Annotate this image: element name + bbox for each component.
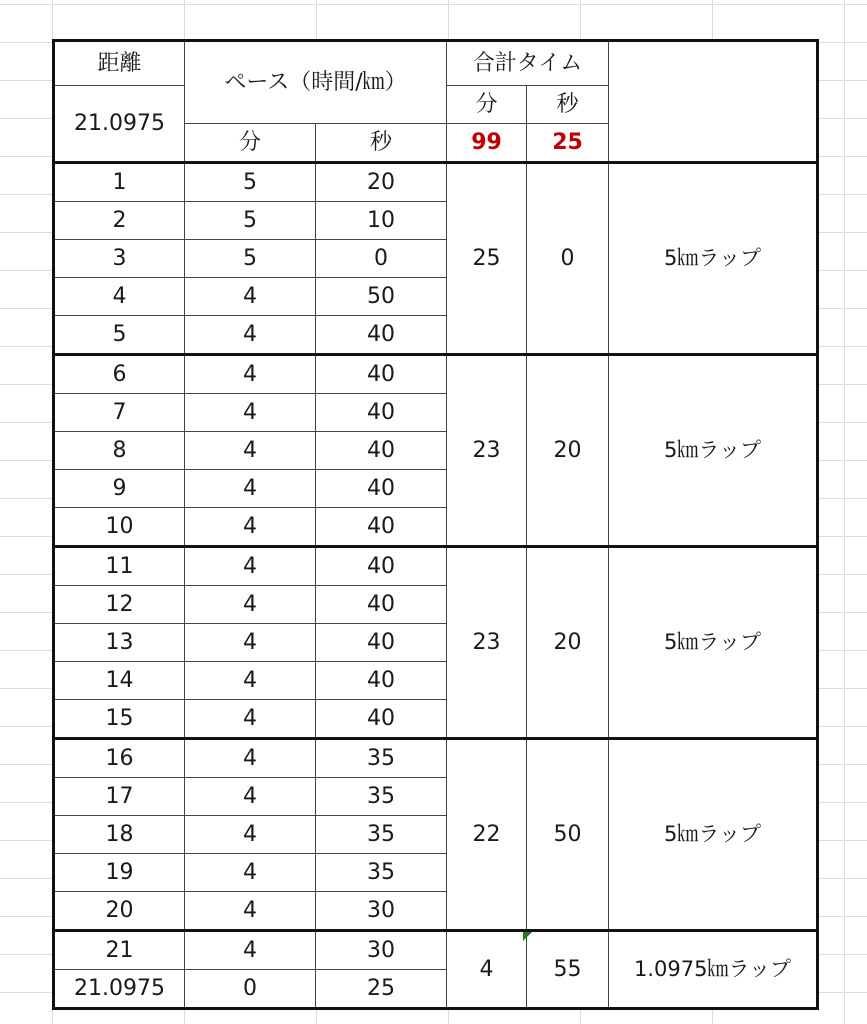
lap-label-cell[interactable]: 1.0975㎞ラップ [609,931,818,1009]
pace-min-cell[interactable]: 4 [185,662,316,700]
pace-min-cell[interactable]: 4 [185,739,316,778]
distance-cell[interactable]: 2 [54,202,185,240]
lap-sec-cell[interactable]: 55 [527,931,609,1009]
pace-sec-cell[interactable]: 20 [316,163,447,202]
pace-min-cell[interactable]: 5 [185,163,316,202]
distance-cell[interactable]: 12 [54,586,185,624]
table-row [54,931,818,970]
pace-sec-cell[interactable]: 35 [316,816,447,854]
pace-min-cell[interactable]: 4 [185,470,316,508]
table-row [54,355,818,394]
pace-min-cell[interactable]: 4 [185,778,316,816]
distance-cell[interactable]: 11 [54,547,185,586]
distance-cell[interactable]: 9 [54,470,185,508]
pace-min-cell[interactable]: 4 [185,854,316,892]
distance-cell[interactable]: 17 [54,778,185,816]
distance-cell[interactable]: 19 [54,854,185,892]
pace-min-cell[interactable]: 4 [185,586,316,624]
pace-sec-cell[interactable]: 40 [316,394,447,432]
pace-header-cell[interactable]: ペース（時間/㎞） [185,41,447,124]
distance-value-cell[interactable]: 21.0975 [54,86,185,163]
total-min-value-cell[interactable]: 99 [447,124,527,163]
distance-cell[interactable]: 10 [54,508,185,547]
pace-sec-cell[interactable]: 35 [316,739,447,778]
distance-cell[interactable]: 21.0975 [54,970,185,1009]
distance-cell[interactable]: 18 [54,816,185,854]
distance-cell[interactable]: 7 [54,394,185,432]
distance-cell[interactable]: 5 [54,316,185,355]
pace-min-cell[interactable]: 4 [185,355,316,394]
pace-min-cell[interactable]: 4 [185,394,316,432]
pace-sec-cell[interactable]: 35 [316,778,447,816]
lap-sec-cell[interactable]: 20 [527,355,609,547]
pace-min-cell[interactable]: 4 [185,432,316,470]
total-min-label-cell[interactable]: 分 [447,86,527,124]
distance-cell[interactable]: 14 [54,662,185,700]
lap-label-cell[interactable]: 5㎞ラップ [609,163,818,355]
pace-min-cell[interactable]: 4 [185,547,316,586]
pace-sec-cell[interactable]: 40 [316,700,447,739]
pace-min-cell[interactable]: 4 [185,700,316,739]
lap-min-cell[interactable]: 4 [447,931,527,1009]
pace-min-cell[interactable]: 4 [185,892,316,931]
pace-min-cell[interactable]: 4 [185,508,316,547]
lap-min-cell[interactable]: 23 [447,547,527,739]
pace-sec-cell[interactable]: 10 [316,202,447,240]
pace-sec-cell[interactable]: 40 [316,586,447,624]
pace-min-label-cell[interactable]: 分 [185,124,316,163]
pace-min-cell[interactable]: 4 [185,816,316,854]
distance-cell[interactable]: 20 [54,892,185,931]
distance-cell[interactable]: 6 [54,355,185,394]
pace-min-cell[interactable]: 0 [185,970,316,1009]
distance-cell[interactable]: 16 [54,739,185,778]
distance-cell[interactable]: 8 [54,432,185,470]
pace-sec-cell[interactable]: 40 [316,662,447,700]
pace-sec-cell[interactable]: 40 [316,355,447,394]
table-row [54,547,818,586]
lap-min-cell[interactable]: 22 [447,739,527,931]
total-sec-value-cell[interactable]: 25 [527,124,609,163]
lap-label-cell[interactable]: 5㎞ラップ [609,355,818,547]
pace-min-cell[interactable]: 4 [185,931,316,970]
total-sec-label-cell[interactable]: 秒 [527,86,609,124]
distance-cell[interactable]: 13 [54,624,185,662]
table-row [54,739,818,778]
distance-cell[interactable]: 21 [54,931,185,970]
distance-cell[interactable]: 15 [54,700,185,739]
pace-sec-cell[interactable]: 50 [316,278,447,316]
pace-sec-cell[interactable]: 25 [316,970,447,1009]
pace-sec-cell[interactable]: 40 [316,508,447,547]
lap-label-cell[interactable]: 5㎞ラップ [609,739,818,931]
pace-min-cell[interactable]: 4 [185,316,316,355]
distance-header-cell[interactable]: 距離 [54,41,185,86]
pace-table [52,39,819,1010]
pace-sec-cell[interactable]: 40 [316,624,447,662]
pace-min-cell[interactable]: 4 [185,278,316,316]
lap-sec-cell[interactable]: 50 [527,739,609,931]
pace-sec-cell[interactable]: 40 [316,547,447,586]
pace-sec-label-cell[interactable]: 秒 [316,124,447,163]
pace-sec-cell[interactable]: 30 [316,931,447,970]
pace-sec-cell[interactable]: 35 [316,854,447,892]
pace-sec-cell[interactable]: 40 [316,316,447,355]
table-row [54,163,818,202]
pace-sec-cell[interactable]: 40 [316,432,447,470]
pace-sec-cell[interactable]: 40 [316,470,447,508]
pace-sec-cell[interactable]: 30 [316,892,447,931]
lap-min-cell[interactable]: 25 [447,163,527,355]
lap-min-cell[interactable]: 23 [447,355,527,547]
lap-sec-cell[interactable]: 0 [527,163,609,355]
lap-label-cell[interactable]: 5㎞ラップ [609,547,818,739]
total-time-header-cell[interactable]: 合計タイム [447,41,609,86]
pace-min-cell[interactable]: 5 [185,240,316,278]
pace-sec-cell[interactable]: 0 [316,240,447,278]
distance-cell[interactable]: 4 [54,278,185,316]
lap-header-empty-cell[interactable] [609,41,818,163]
cell-comment-marker [523,932,532,941]
distance-cell[interactable]: 3 [54,240,185,278]
pace-min-cell[interactable]: 4 [185,624,316,662]
pace-min-cell[interactable]: 5 [185,202,316,240]
distance-cell[interactable]: 1 [54,163,185,202]
lap-sec-cell[interactable]: 20 [527,547,609,739]
